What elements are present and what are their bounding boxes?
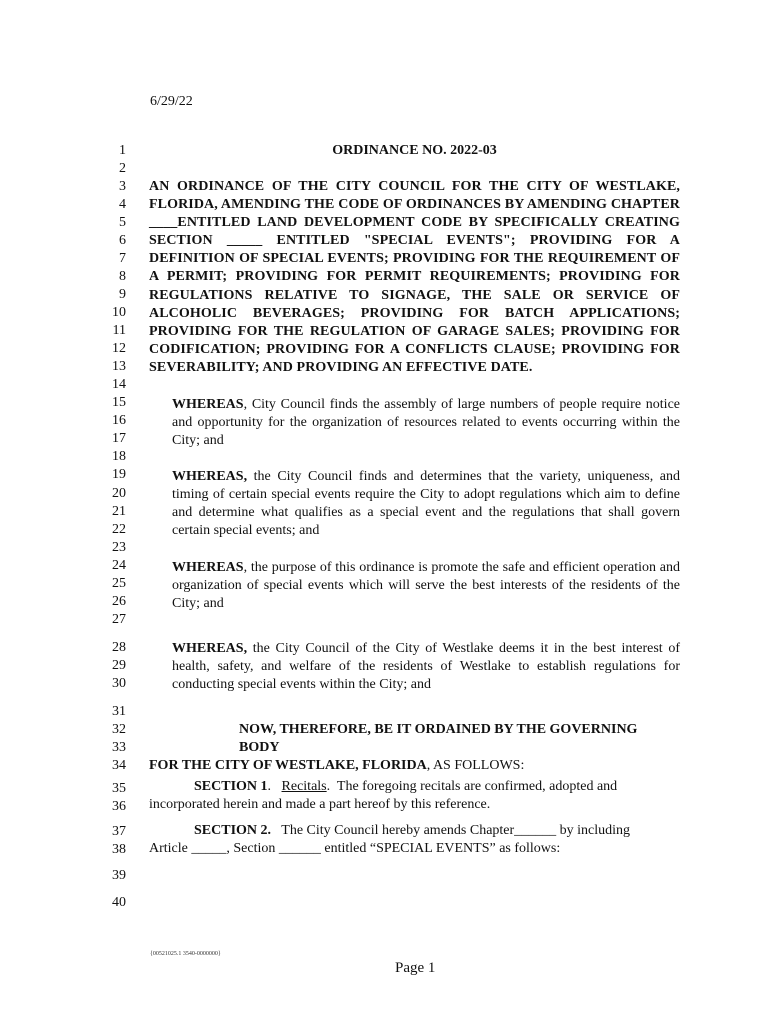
line-number: 14 bbox=[112, 377, 126, 392]
section-2-text: The City Council hereby amends Chapter______ by including bbox=[281, 823, 631, 838]
line-number: 39 bbox=[112, 868, 126, 883]
whereas-text: , the purpose of this ordinance is promote the safe and efficient operation and organization of special events which will serve the best interests of the residents of the City; and bbox=[172, 560, 680, 612]
whereas-lead: WHEREAS bbox=[172, 397, 244, 412]
line-number: 1 bbox=[119, 143, 126, 158]
line-number: 32 bbox=[112, 722, 126, 737]
section-1-text-cont: incorporated herein and made a part hereof by this reference. bbox=[149, 797, 491, 812]
line-number: 27 bbox=[112, 612, 126, 627]
section-1-title: Recitals bbox=[281, 779, 327, 794]
line-number: 20 bbox=[112, 486, 126, 501]
now-therefore-tail: , AS FOLLOWS: bbox=[426, 758, 525, 773]
whereas-lead: WHEREAS bbox=[172, 560, 244, 575]
whereas-clause-3 bbox=[172, 559, 680, 613]
line-number: 34 bbox=[112, 758, 126, 773]
whereas-lead: WHEREAS, bbox=[172, 469, 248, 484]
line-number: 17 bbox=[112, 431, 126, 446]
line-number: 36 bbox=[112, 799, 126, 814]
line-number: 35 bbox=[112, 781, 126, 796]
line-number: 26 bbox=[112, 594, 126, 609]
whereas-clause-2 bbox=[172, 468, 680, 540]
line-number: 22 bbox=[112, 522, 126, 537]
section-2 bbox=[149, 822, 680, 858]
line-number: 33 bbox=[112, 740, 126, 755]
section-1-label: SECTION 1 bbox=[194, 779, 268, 794]
document-id: {00521025.1 3540-0000000} bbox=[150, 951, 221, 957]
section-1-text: The foregoing recitals are confirmed, adopted and bbox=[336, 779, 618, 794]
line-number: 18 bbox=[112, 449, 126, 464]
line-number: 5 bbox=[119, 215, 126, 230]
whereas-text: , City Council finds the assembly of large numbers of people require notice and opportunity for the organization of resources related to events occurring within the City; and bbox=[172, 397, 680, 449]
whereas-lead: WHEREAS, bbox=[172, 641, 248, 656]
section-1: SECTION 1. Recitals. The foregoing recitals are confirmed, adopted and incorporated herein and made a part hereof by this reference. bbox=[149, 778, 680, 814]
line-number: 12 bbox=[112, 341, 126, 356]
line-number: 4 bbox=[119, 197, 126, 212]
line-number: 31 bbox=[112, 704, 126, 719]
line-number: 3 bbox=[119, 179, 126, 194]
whereas-text: the City Council finds and determines that the variety, uniqueness, and timing of certain special events require the City to adopt regulations which aim to define and determine what qualifies as a special event and the regulations that shall govern certain special events; and bbox=[172, 469, 680, 539]
ordinance-heading: AN ORDINANCE OF THE CITY COUNCIL FOR THE CITY OF WESTLAKE, FLORIDA, AMENDING THE CODE OF ORDINANCES BY AMENDING CHAPTER ____ENTITLED LAND DEVELOPMENT CODE BY SPECIFICALLY CREATING SECTION _____ ENTITLED "SPECIAL EVENTS"; PROVIDING FOR A DEFINITION OF SPECIAL EVENTS; PROVIDING FOR THE REQUIREMENT OF A PERMIT; PROVIDING FOR PERMIT REQUIREMENTS; PROVIDING FOR REGULATIONS RELATIVE TO SIGNAGE, THE SALE OR SERVICE OF ALCOHOLIC BEVERAGES; PROVIDING FOR BATCH APPLICATIONS; PROVIDING FOR THE REGULATION OF GARAGE SALES; PROVIDING FOR CODIFICATION; PROVIDING FOR A CONFLICTS CLAUSE; PROVIDING FOR SEVERABILITY; AND PROVIDING AN EFFECTIVE DATE. bbox=[149, 179, 680, 375]
now-therefore-clause bbox=[149, 721, 680, 775]
line-number: 9 bbox=[119, 287, 126, 302]
whereas-clause-1 bbox=[172, 396, 680, 450]
line-number: 10 bbox=[112, 305, 126, 320]
line-number: 30 bbox=[112, 676, 126, 691]
line-number: 21 bbox=[112, 504, 126, 519]
line-number: 2 bbox=[119, 161, 126, 176]
whereas-clause-4 bbox=[172, 640, 680, 694]
line-number: 7 bbox=[119, 251, 126, 266]
section-2-text-cont: Article _____, Section ______ entitled “SPECIAL EVENTS” as follows: bbox=[149, 841, 561, 856]
line-number: 6 bbox=[119, 233, 126, 248]
document-date: 6/29/22 bbox=[150, 94, 193, 109]
line-number: 15 bbox=[112, 395, 126, 410]
page-number: Page 1 bbox=[395, 960, 436, 976]
line-number: 19 bbox=[112, 467, 126, 482]
line-number: 29 bbox=[112, 658, 126, 673]
section-2-label: SECTION 2. bbox=[194, 823, 272, 838]
line-number: 13 bbox=[112, 359, 126, 374]
line-number: 24 bbox=[112, 558, 126, 573]
line-number: 37 bbox=[112, 824, 126, 839]
line-number: 40 bbox=[112, 895, 126, 910]
now-therefore-line-1: NOW, THEREFORE, BE IT ORDAINED BY THE GOVERNING BODY bbox=[239, 722, 638, 755]
line-number: 28 bbox=[112, 640, 126, 655]
line-number: 16 bbox=[112, 413, 126, 428]
now-therefore-line-2: FOR THE CITY OF WESTLAKE, FLORIDA bbox=[149, 758, 427, 773]
whereas-text: the City Council of the City of Westlake deems it in the best interest of health, safety, and welfare of the residents of Westlake to establish regulations for conducting special events within the City; and bbox=[172, 641, 680, 693]
line-number: 25 bbox=[112, 576, 126, 591]
line-number: 8 bbox=[119, 269, 126, 284]
line-number: 11 bbox=[112, 323, 126, 338]
ordinance-title: ORDINANCE NO. 2022-03 bbox=[332, 143, 497, 158]
line-number: 23 bbox=[112, 540, 126, 555]
line-number: 38 bbox=[112, 842, 126, 857]
